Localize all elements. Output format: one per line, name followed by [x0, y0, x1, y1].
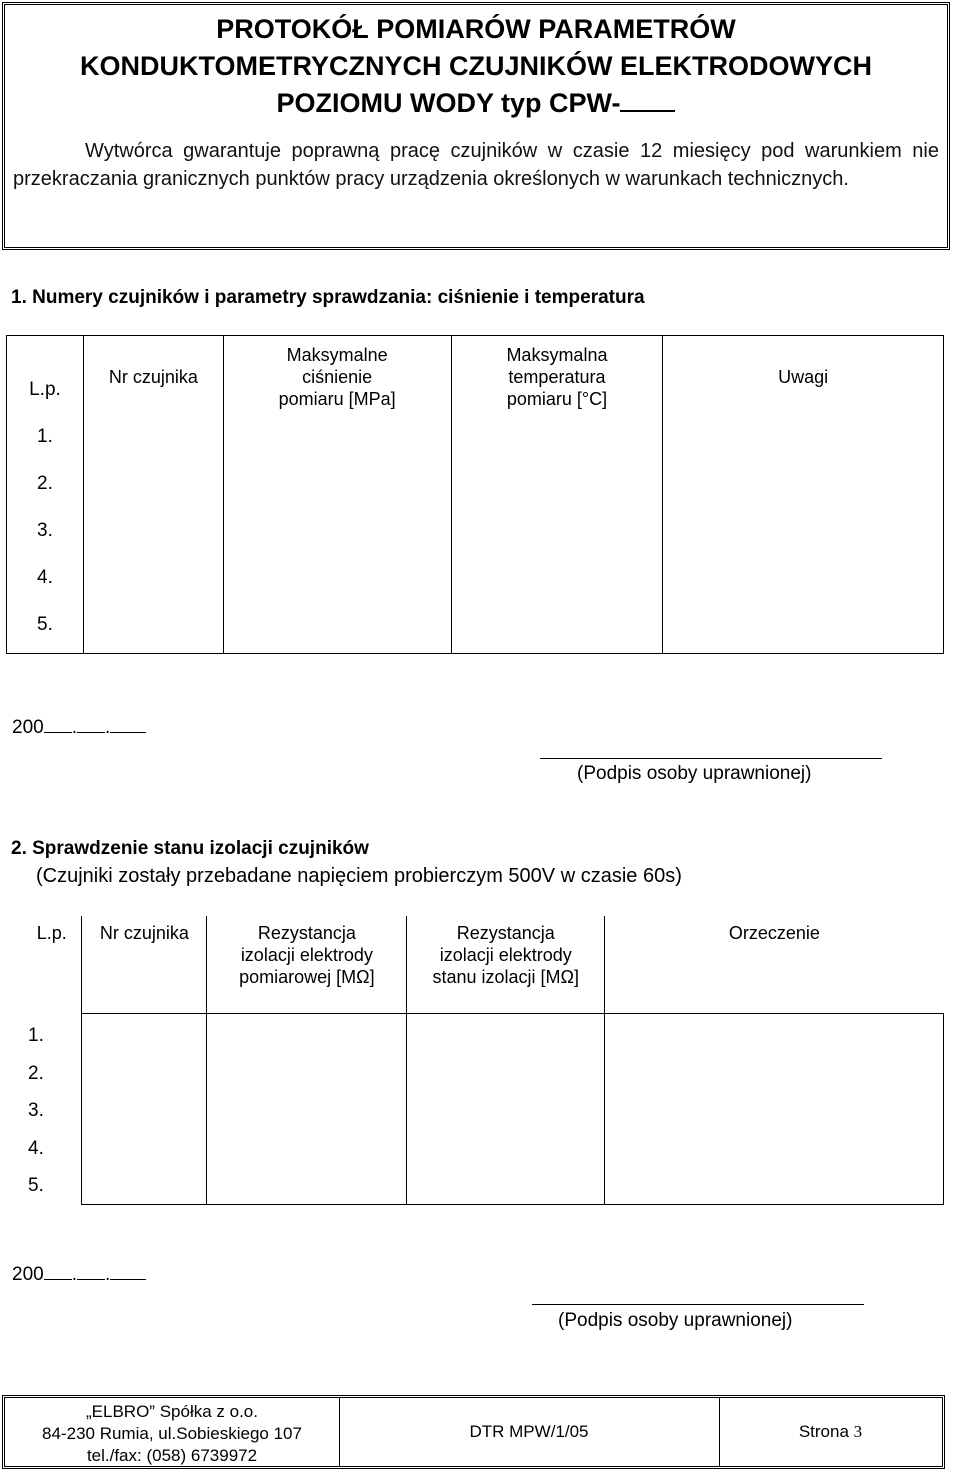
- footer-box: [2, 1395, 945, 1469]
- document-title: [5, 11, 947, 122]
- company-phone: tel./fax: (058) 6739972: [86, 1446, 258, 1465]
- row-number-4: 4.: [37, 567, 53, 588]
- signature-label-1: (Podpis osoby uprawnionej): [577, 763, 812, 784]
- cell-resistance-insulation[interactable]: [407, 1013, 605, 1205]
- type-blank-field[interactable]: [620, 88, 675, 112]
- signature-line-2[interactable]: [532, 1304, 864, 1305]
- header-lp: L.p.: [29, 379, 61, 400]
- page-label: Strona: [798, 1422, 849, 1441]
- row-number-3: 3.: [37, 520, 53, 541]
- company-info: [5, 1398, 339, 1466]
- header-box: [2, 2, 950, 250]
- row-number-2: 2.: [28, 1062, 44, 1084]
- page-number: 3: [853, 1422, 863, 1441]
- header-sensor-number: Nr czujnika: [108, 367, 198, 387]
- date-year-prefix: 200: [12, 1264, 44, 1285]
- header-max-temperature: Maksymalna temperatura pomiaru [°C]: [506, 345, 608, 409]
- column-max-pressure[interactable]: [223, 336, 451, 654]
- date-separator: .: [104, 1264, 111, 1285]
- cell-resistance-measuring[interactable]: [207, 1013, 407, 1205]
- title-line-3: [5, 85, 947, 122]
- column-remarks[interactable]: [663, 336, 944, 654]
- header-sensor-number: Nr czujnika: [82, 916, 207, 1013]
- date-year-blank[interactable]: [44, 714, 72, 733]
- company-address: 84-230 Rumia, ul.Sobieskiego 107: [42, 1424, 302, 1443]
- page-indicator: [719, 1398, 942, 1466]
- header-remarks: Uwagi: [778, 367, 829, 387]
- date-month-blank[interactable]: [77, 714, 105, 733]
- section-2-heading: 2. Sprawdzenie stanu izolacji czujników: [11, 838, 369, 859]
- title-line-1: PROTOKÓŁ POMIARÓW PARAMETRÓW: [216, 14, 736, 44]
- section-2-subheading: (Czujniki zostały przebadane napięciem probierczym 500V w czasie 60s): [36, 865, 682, 887]
- header-resistance-measuring: Rezystancja izolacji elektrody pomiarowej [MΩ]: [207, 916, 407, 1013]
- row-number-2: 2.: [37, 473, 53, 494]
- row-number-1: 1.: [37, 426, 53, 447]
- signature-line-1[interactable]: [540, 758, 882, 759]
- company-name: „ELBRO” Spółka z o.o.: [86, 1402, 258, 1421]
- row-number-4: 4.: [28, 1137, 44, 1159]
- section-1-heading: 1. Numery czujników i parametry sprawdzania: ciśnienie i temperatura: [11, 287, 645, 308]
- sensor-parameters-table: [6, 335, 944, 654]
- date-separator: .: [71, 1264, 77, 1285]
- column-lp: [22, 1013, 82, 1205]
- date-month-blank[interactable]: [77, 1261, 105, 1280]
- row-number-1: 1.: [28, 1025, 44, 1046]
- title-line-3-text: POZIOMU WODY typ CPW-: [276, 88, 621, 118]
- date-year-blank[interactable]: [44, 1261, 72, 1280]
- header-max-pressure: Maksymalne ciśnienie pomiaru [MPa]: [278, 345, 396, 409]
- date-separator: .: [71, 717, 77, 738]
- cell-verdict[interactable]: [605, 1013, 944, 1205]
- date-day-blank[interactable]: [110, 714, 146, 733]
- header-resistance-insulation: Rezystancja izolacji elektrody stanu izolacji [MΩ]: [407, 916, 605, 1013]
- row-number-5: 5.: [37, 614, 53, 635]
- date-field-1[interactable]: [12, 714, 146, 739]
- document-code: DTR MPW/1/05: [469, 1422, 589, 1441]
- column-max-temperature[interactable]: [451, 336, 663, 654]
- date-separator: .: [104, 717, 111, 738]
- column-lp: [7, 336, 84, 654]
- insulation-table: [22, 916, 944, 1205]
- cell-sensor-number[interactable]: [82, 1013, 207, 1205]
- title-line-2: KONDUKTOMETRYCZNYCH CZUJNIKÓW ELEKTRODOWYCH: [80, 51, 872, 81]
- column-sensor-number[interactable]: [83, 336, 223, 654]
- signature-label-2: (Podpis osoby uprawnionej): [558, 1310, 793, 1331]
- row-number-5: 5.: [28, 1175, 44, 1196]
- warranty-text: Wytwórca gwarantuje poprawną pracę czujników w czasie 12 miesięcy pod warunkiem nie przekraczania granicznych punktów pracy urządzenia określonych w warunkach technicznych.: [13, 140, 939, 190]
- date-field-2[interactable]: [12, 1261, 146, 1286]
- header-verdict: Orzeczenie: [605, 916, 944, 1013]
- header-lp: L.p.: [36, 923, 67, 943]
- date-day-blank[interactable]: [110, 1261, 146, 1280]
- row-number-3: 3.: [28, 1100, 44, 1121]
- date-year-prefix: 200: [12, 717, 44, 738]
